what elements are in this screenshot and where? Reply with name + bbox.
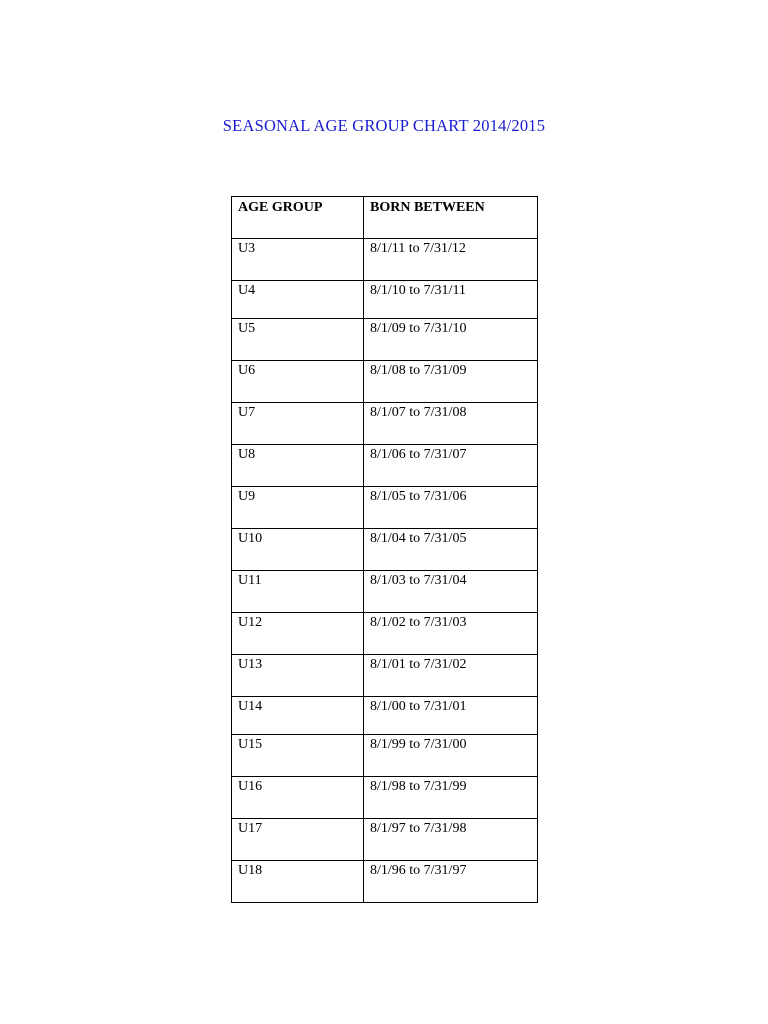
age-group-cell: U9 <box>232 487 364 529</box>
age-group-cell: U10 <box>232 529 364 571</box>
age-group-cell: U15 <box>232 735 364 777</box>
born-between-cell: 8/1/01 to 7/31/02 <box>364 655 538 697</box>
column-header-born-between: BORN BETWEEN <box>364 197 538 239</box>
table-row <box>232 487 538 529</box>
table-row <box>232 361 538 403</box>
born-between-cell: 8/1/97 to 7/31/98 <box>364 819 538 861</box>
table-header-row <box>232 197 538 239</box>
born-between-cell: 8/1/11 to 7/31/12 <box>364 239 538 281</box>
born-between-cell: 8/1/00 to 7/31/01 <box>364 697 538 735</box>
age-group-cell: U5 <box>232 319 364 361</box>
age-group-cell: U16 <box>232 777 364 819</box>
table-row <box>232 819 538 861</box>
table-row <box>232 281 538 319</box>
born-between-cell: 8/1/99 to 7/31/00 <box>364 735 538 777</box>
age-group-cell: U4 <box>232 281 364 319</box>
born-between-cell: 8/1/06 to 7/31/07 <box>364 445 538 487</box>
table-row <box>232 239 538 281</box>
age-group-cell: U13 <box>232 655 364 697</box>
age-group-cell: U11 <box>232 571 364 613</box>
born-between-cell: 8/1/09 to 7/31/10 <box>364 319 538 361</box>
born-between-cell: 8/1/03 to 7/31/04 <box>364 571 538 613</box>
age-group-cell: U12 <box>232 613 364 655</box>
born-between-cell: 8/1/08 to 7/31/09 <box>364 361 538 403</box>
table-row <box>232 655 538 697</box>
age-group-cell: U8 <box>232 445 364 487</box>
age-group-cell: U3 <box>232 239 364 281</box>
born-between-cell: 8/1/05 to 7/31/06 <box>364 487 538 529</box>
table-row <box>232 777 538 819</box>
age-group-cell: U14 <box>232 697 364 735</box>
table-row <box>232 613 538 655</box>
table-row <box>232 319 538 361</box>
table-row <box>232 697 538 735</box>
age-group-table <box>231 196 538 903</box>
age-group-cell: U17 <box>232 819 364 861</box>
age-group-cell: U7 <box>232 403 364 445</box>
table-row <box>232 529 538 571</box>
column-header-age-group: AGE GROUP <box>232 197 364 239</box>
table-row <box>232 403 538 445</box>
age-group-cell: U6 <box>232 361 364 403</box>
table-row <box>232 571 538 613</box>
age-group-cell: U18 <box>232 861 364 903</box>
page-title: SEASONAL AGE GROUP CHART 2014/2015 <box>222 116 546 135</box>
born-between-cell: 8/1/98 to 7/31/99 <box>364 777 538 819</box>
born-between-cell: 8/1/07 to 7/31/08 <box>364 403 538 445</box>
born-between-cell: 8/1/04 to 7/31/05 <box>364 529 538 571</box>
table-row <box>232 735 538 777</box>
born-between-cell: 8/1/96 to 7/31/97 <box>364 861 538 903</box>
born-between-cell: 8/1/10 to 7/31/11 <box>364 281 538 319</box>
table-row <box>232 861 538 903</box>
table-row <box>232 445 538 487</box>
born-between-cell: 8/1/02 to 7/31/03 <box>364 613 538 655</box>
